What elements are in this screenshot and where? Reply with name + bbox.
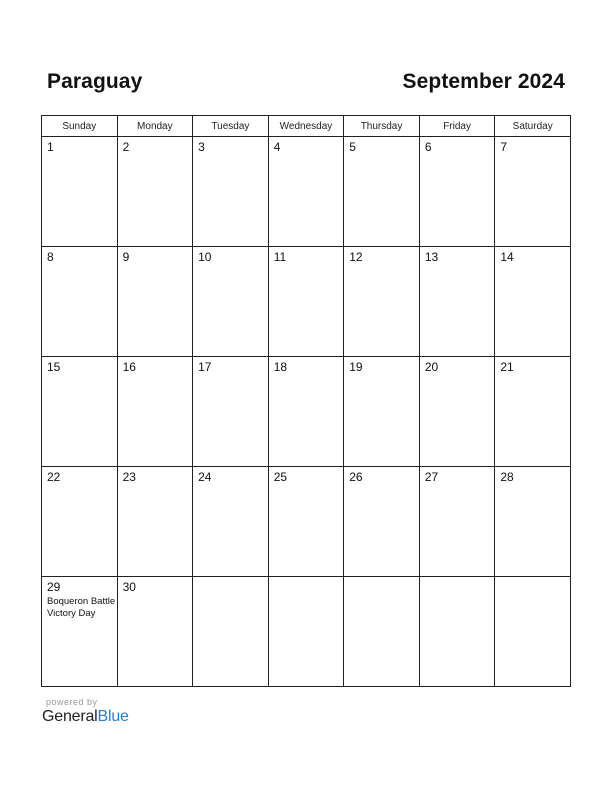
day-number: 19: [349, 360, 363, 374]
weekday-header-row: [42, 116, 571, 137]
day-number: 30: [122, 580, 136, 594]
month-year-title: September 2024: [402, 70, 565, 93]
day-cell: [344, 247, 420, 357]
day-number: 12: [349, 250, 363, 264]
day-number: 3: [198, 140, 205, 154]
weekday-header: Monday: [117, 116, 193, 137]
day-number: 13: [424, 250, 439, 264]
weekday-header: Wednesday: [268, 116, 344, 137]
day-cell: [193, 467, 269, 577]
empty-day-cell: [419, 577, 495, 687]
weekday-header: Sunday: [42, 116, 118, 137]
day-number: 16: [122, 360, 136, 374]
day-cell: [419, 247, 495, 357]
day-number: 20: [424, 360, 439, 374]
day-number: 7: [500, 140, 508, 154]
day-number: 5: [349, 140, 356, 154]
day-cell: [268, 247, 344, 357]
day-cell: [419, 467, 495, 577]
day-number: 27: [424, 470, 439, 484]
weekday-header: Friday: [419, 116, 495, 137]
day-cell: [117, 577, 193, 687]
day-number: 22: [47, 470, 61, 484]
weekday-header: Tuesday: [193, 116, 269, 137]
empty-day-cell: [268, 577, 344, 687]
week-row: [42, 357, 571, 467]
day-cell: [117, 357, 193, 467]
week-row: [42, 467, 571, 577]
day-number: 14: [500, 250, 514, 264]
day-cell: [193, 137, 269, 247]
country-title: Paraguay: [47, 70, 143, 93]
day-number: 21: [500, 360, 514, 374]
brand-general-text: General: [42, 708, 98, 725]
day-number: 15: [47, 360, 61, 374]
day-cell: [495, 357, 571, 467]
week-row: [42, 247, 571, 357]
day-cell: [495, 137, 571, 247]
day-cell: [495, 467, 571, 577]
calendar-grid: [41, 115, 571, 687]
brand-blue-text: Blue: [97, 708, 129, 725]
day-cell: [193, 357, 269, 467]
day-number: 1: [47, 140, 54, 154]
day-number: 4: [273, 140, 281, 154]
day-cell: [268, 357, 344, 467]
empty-day-cell: [495, 577, 571, 687]
day-cell: [344, 467, 420, 577]
empty-day-cell: [344, 577, 420, 687]
day-cell: [117, 137, 193, 247]
week-row: [42, 137, 571, 247]
day-cell: [419, 137, 495, 247]
day-number: 9: [122, 250, 130, 264]
day-cell: [42, 467, 118, 577]
day-number: 26: [349, 470, 363, 484]
day-number: 8: [47, 250, 54, 264]
day-cell: [419, 357, 495, 467]
day-cell: [344, 137, 420, 247]
day-cell: [495, 247, 571, 357]
day-cell: [117, 247, 193, 357]
generalblue-logo[interactable]: [42, 708, 129, 726]
day-number: 11: [273, 250, 287, 264]
empty-day-cell: [193, 577, 269, 687]
day-cell: [42, 137, 118, 247]
day-number: 2: [122, 140, 130, 154]
day-number: 24: [198, 470, 212, 484]
day-cell: [268, 137, 344, 247]
day-number: 6: [424, 140, 432, 154]
week-row: [42, 577, 571, 687]
day-cell: [117, 467, 193, 577]
day-number: 25: [273, 470, 288, 484]
day-cell: [344, 357, 420, 467]
day-number: 17: [198, 360, 212, 374]
day-cell: [42, 247, 118, 357]
day-number: 28: [500, 470, 514, 484]
day-cell: [42, 357, 118, 467]
weekday-header: Thursday: [344, 116, 420, 137]
day-cell: [268, 467, 344, 577]
day-number: 29: [47, 580, 61, 594]
day-number: 23: [122, 470, 136, 484]
weekday-header: Saturday: [495, 116, 571, 137]
day-number: 10: [198, 250, 212, 264]
day-number: 18: [273, 360, 288, 374]
day-cell: [42, 577, 118, 687]
holiday-label: Boqueron Battle Victory Day: [47, 596, 116, 619]
powered-by-label: powered by: [46, 697, 98, 707]
day-cell: [193, 247, 269, 357]
